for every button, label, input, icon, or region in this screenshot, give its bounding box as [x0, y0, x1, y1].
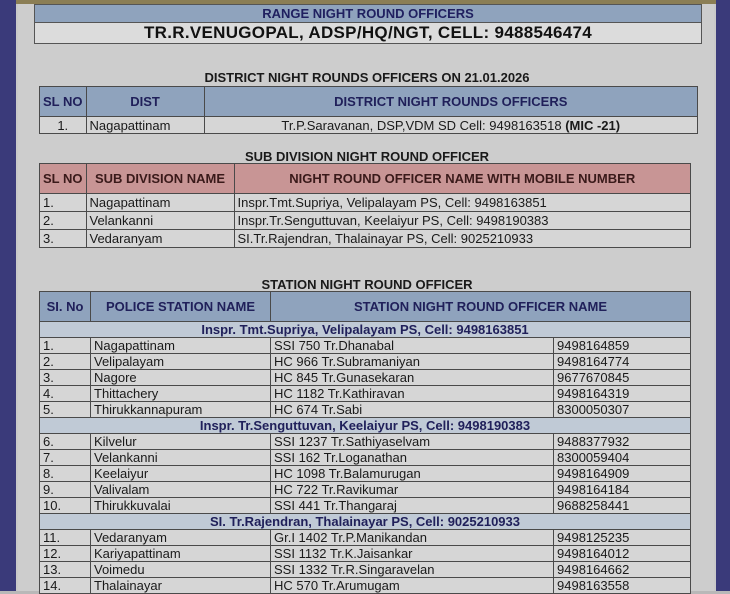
table-row — [40, 578, 691, 594]
group-header: Inspr. Tmt.Supriya, Velipalayam PS, Cell: 9498163851 — [40, 322, 691, 338]
sl-cell: 10. — [40, 498, 91, 514]
sl-cell: 3. — [40, 230, 87, 248]
group-header-row — [40, 418, 691, 434]
table-row — [40, 402, 691, 418]
police-station-cell: Thirukkannapuram — [91, 402, 271, 418]
page-border-left — [0, 0, 16, 591]
police-station-cell: Velankanni — [91, 450, 271, 466]
table-row — [40, 450, 691, 466]
col-officer-mobile: NIGHT ROUND OFFICER NAME WITH MOBILE NUMBER — [234, 164, 691, 194]
officer-cell: SSI 1332 Tr.R.Singaravelan — [271, 562, 554, 578]
police-station-cell: Thittachery — [91, 386, 271, 402]
officer-cell: SSI 1237 Tr.Sathiyaselvam — [271, 434, 554, 450]
sl-cell: 6. — [40, 434, 91, 450]
sl-cell: 3. — [40, 370, 91, 386]
table-row — [40, 466, 691, 482]
district-title: DISTRICT NIGHT ROUNDS OFFICERS ON 21.01.2026 — [204, 70, 530, 85]
subdivision-name-cell: Vedaranyam — [86, 230, 234, 248]
subdivision-header-row — [40, 164, 691, 194]
sl-cell: 13. — [40, 562, 91, 578]
police-station-cell: Nagapattinam — [91, 338, 271, 354]
officer-cell: SI.Tr.Rajendran, Thalainayar PS, Cell: 9025210933 — [234, 230, 691, 248]
sl-cell: 1. — [40, 338, 91, 354]
table-row — [40, 434, 691, 450]
mobile-cell: 9498163558 — [554, 578, 691, 594]
officer-cell — [204, 117, 698, 134]
mic-tag: (MIC -21) — [565, 117, 621, 133]
sl-cell: 2. — [40, 212, 87, 230]
col-police-station: POLICE STATION NAME — [91, 292, 271, 322]
district-table — [39, 86, 698, 134]
group-header: SI. Tr.Rajendran, Thalainayar PS, Cell: 9025210933 — [40, 514, 691, 530]
police-station-cell: Voimedu — [91, 562, 271, 578]
officer-cell: HC 570 Tr.Arumugam — [271, 578, 554, 594]
officer-cell: HC 1182 Tr.Kathiravan — [271, 386, 554, 402]
police-station-cell: Kilvelur — [91, 434, 271, 450]
officer-cell: HC 845 Tr.Gunasekaran — [271, 370, 554, 386]
police-station-cell: Vedaranyam — [91, 530, 271, 546]
mobile-cell: 9498164774 — [554, 354, 691, 370]
officer-cell: SSI 1132 Tr.K.Jaisankar — [271, 546, 554, 562]
police-station-cell: Thirukkuvalai — [91, 498, 271, 514]
table-row — [40, 562, 691, 578]
table-row — [40, 370, 691, 386]
sl-cell: 14. — [40, 578, 91, 594]
officer-text: Tr.P.Saravanan, DSP,VDM SD Cell: 9498163518 — [281, 117, 566, 133]
subdivision-title: SUB DIVISION NIGHT ROUND OFFICER — [244, 149, 490, 164]
police-station-cell: Keelaiyur — [91, 466, 271, 482]
table-row — [40, 230, 691, 248]
mobile-cell: 9498164859 — [554, 338, 691, 354]
col-dist: DIST — [86, 87, 204, 117]
police-station-cell: Valivalam — [91, 482, 271, 498]
mobile-cell: 9498164909 — [554, 466, 691, 482]
sl-cell: 7. — [40, 450, 91, 466]
officer-cell: SSI 162 Tr.Loganathan — [271, 450, 554, 466]
sl-cell: 4. — [40, 386, 91, 402]
station-table-body — [40, 322, 691, 594]
officer-cell: HC 966 Tr.Subramaniyan — [271, 354, 554, 370]
table-row — [40, 354, 691, 370]
sl-cell: 5. — [40, 402, 91, 418]
col-sl-no: SL NO — [40, 87, 87, 117]
group-header-row — [40, 322, 691, 338]
station-header-row — [40, 292, 691, 322]
sl-cell: 9. — [40, 482, 91, 498]
officer-cell: HC 674 Tr.Sabi — [271, 402, 554, 418]
table-row — [40, 498, 691, 514]
col-sl-no: SL NO — [40, 164, 87, 194]
officer-cell: HC 1098 Tr.Balamurugan — [271, 466, 554, 482]
range-heading: RANGE NIGHT ROUND OFFICERS — [35, 5, 701, 23]
station-table — [39, 291, 691, 594]
sl-cell: 2. — [40, 354, 91, 370]
sl-cell: 11. — [40, 530, 91, 546]
mobile-cell: 8300050307 — [554, 402, 691, 418]
mobile-cell: 9677670845 — [554, 370, 691, 386]
police-station-cell: Thalainayar — [91, 578, 271, 594]
sl-cell: 1. — [40, 117, 87, 134]
table-row — [40, 546, 691, 562]
police-station-cell: Nagore — [91, 370, 271, 386]
mobile-cell: 9488377932 — [554, 434, 691, 450]
station-title: STATION NIGHT ROUND OFFICER — [261, 277, 473, 292]
col-subdivision-name: SUB DIVISION NAME — [86, 164, 234, 194]
officer-cell: Inspr.Tmt.Supriya, Velipalayam PS, Cell: 9498163851 — [234, 194, 691, 212]
range-officer-name: TR.R.VENUGOPAL, ADSP/HQ/NGT, CELL: 9488546474 — [35, 23, 701, 43]
group-header: Inspr. Tr.Senguttuvan, Keelaiyur PS, Cell: 9498190383 — [40, 418, 691, 434]
table-row — [40, 386, 691, 402]
sl-cell: 1. — [40, 194, 87, 212]
mobile-cell: 9498164184 — [554, 482, 691, 498]
mobile-cell: 9498164319 — [554, 386, 691, 402]
mobile-cell: 9498164012 — [554, 546, 691, 562]
range-officer-box — [34, 4, 702, 44]
dist-cell: Nagapattinam — [86, 117, 204, 134]
mobile-cell: 9498164662 — [554, 562, 691, 578]
table-row — [40, 117, 698, 134]
group-header-row — [40, 514, 691, 530]
mobile-cell: 8300059404 — [554, 450, 691, 466]
page-border-right — [716, 0, 730, 591]
table-row — [40, 338, 691, 354]
police-station-cell: Velipalayam — [91, 354, 271, 370]
col-si-no: SI. No — [40, 292, 91, 322]
mobile-cell: 9688258441 — [554, 498, 691, 514]
police-station-cell: Kariyapattinam — [91, 546, 271, 562]
sl-cell: 12. — [40, 546, 91, 562]
officer-cell: Inspr.Tr.Senguttuvan, Keelaiyur PS, Cell: 9498190383 — [234, 212, 691, 230]
sl-cell: 8. — [40, 466, 91, 482]
col-district-officers: DISTRICT NIGHT ROUNDS OFFICERS — [204, 87, 698, 117]
subdivision-name-cell: Velankanni — [86, 212, 234, 230]
officer-cell: SSI 441 Tr.Thangaraj — [271, 498, 554, 514]
subdivision-table — [39, 163, 691, 248]
col-station-officer: STATION NIGHT ROUND OFFICER NAME — [271, 292, 691, 322]
table-row — [40, 482, 691, 498]
table-row — [40, 212, 691, 230]
mobile-cell: 9498125235 — [554, 530, 691, 546]
officer-cell: Gr.I 1402 Tr.P.Manikandan — [271, 530, 554, 546]
district-header-row — [40, 87, 698, 117]
officer-cell: HC 722 Tr.Ravikumar — [271, 482, 554, 498]
table-row — [40, 530, 691, 546]
officer-cell: SSI 750 Tr.Dhanabal — [271, 338, 554, 354]
subdivision-name-cell: Nagapattinam — [86, 194, 234, 212]
table-row — [40, 194, 691, 212]
